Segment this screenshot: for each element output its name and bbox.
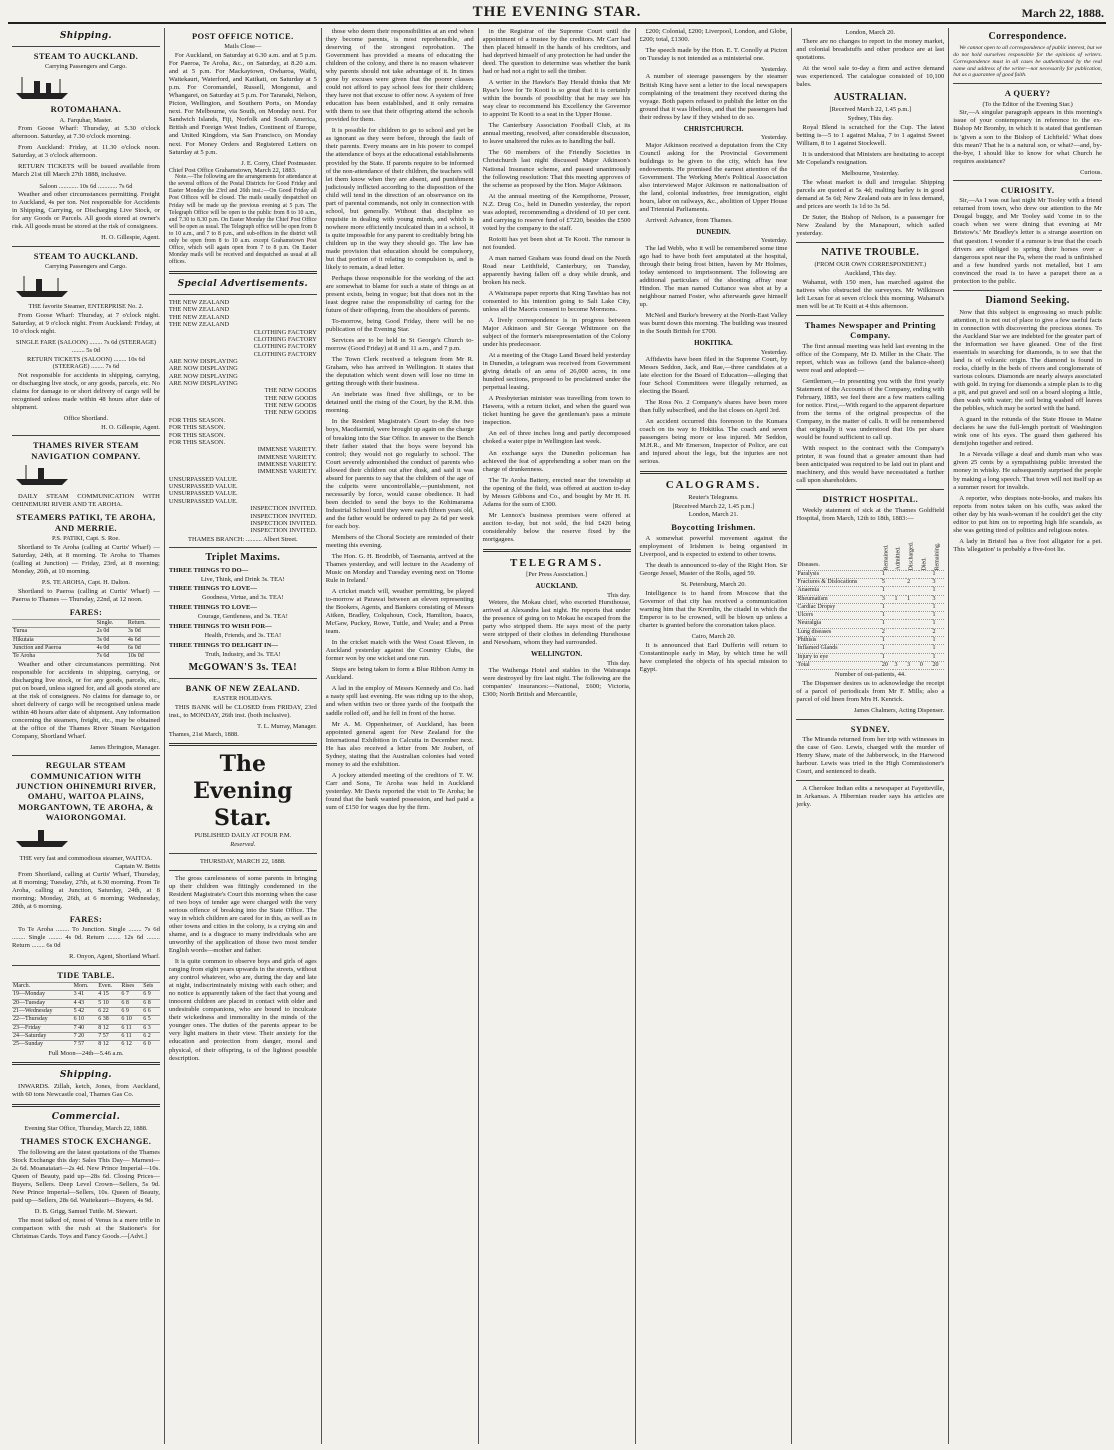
telegram-text: The lad Webb, who it will be remembered some time ago had to have both feet amputated at the hospital, through their being frost bitten, haven by Mr Holmes, today sentenced to imprisonment. The following are additional particulars of the shooting affray near Hindon. The man named Cuttance was shot at by a neighbour named Foster, who afterwards gave himself up.: [639, 244, 788, 308]
manager-signature: James Ebrington, Manager.: [89, 744, 160, 752]
news-item: The Te Aroha Battery, erected near the township at the opening of the field, was offered at auction to-day by Messrs Gibbons and Co., and bought by Mr H. H. Adams for the sum of £300.: [482, 476, 631, 508]
cable-text: A somewhat powerful movement against the employment of Irishmen is being organised in Liverpool, and is expected to extend to other towns.: [639, 534, 788, 558]
special-ads-heading: Special Advertisements.: [177, 279, 309, 290]
sailing-times: From Goose Wharf: Thursday, at 5.30 o'clock afternoon. Saturday, at 7.30 o'clock morning.: [12, 125, 160, 141]
article-para: It is possible for children to go to school and yet be as ignorant as they were before, through the fault of their parents. Every means are in his power to compel the attendance of boys at the educational establishments provided by the State. If parents require to be informed of the non-attendance of their children, the teachers will let them know when they are absent, and punishment judiciously inflicted according to the disposition of the child will tend in the direction of an observance on its part of parental commands, not only in connection with school, but generally. Without that discipline so requisite in dealing with young minds, and which is nowhere more efficiently inculcated than in a school, it is quite impossible for any parent to creditably bring his children up in the way they should go. The law has made provision that education should be compulsory, but that portion of it relating to compulsion is, and is likely to remain, a dead letter.: [325, 127, 474, 271]
fares2-heading: FARES:: [69, 913, 103, 924]
column-4: in the Registrar of the Supreme Court until the appointment of a trustee by the creditors. Mr Carr had then placed himself in the hands of his creditors, and had deprived himself of any protection he had under the deed. The question to determine was whether the bank had or had not a right to sell the timber. A writer in the Hawke's Bay Herald thinks that Mr Ryse's love for Te Kooti is so great that it is certainly within the bounds of possibility that he may see his way clear to recommend his Excellency the Governor to appoint Te Kooti to a seat in the Upper House. The Canterbury Association Football Club, at its annual meeting, resolved, after considerable discussion, to leave unaltered the rules as to handling the ball. The 60 members of the Friendly Societies in Christchurch last night discussed Major Atkinson's National Insurance scheme, and passed unanimously the following resolution: That this meeting approves of the scheme as proposed by the Hon. Major Atkinson. At the annual meeting of the Kempthorne, Prosser, N.Z. Drug Co., held in Dunedin yesterday, the report was adopted, recommending a dividend of 10 per cent. and carrying to reserve fund of £7220, besides the £500 voted by the company to the staff. Rotoiti has yet been shot at Te Kooti. The rumour is not founded. A man named Graham was found dead on the North Road near Leithfield, Canterbury, on Tuesday, apparently having fallen off a dray while drunk, and broken his neck. A Wairarapa paper reports that King Tawhiao has not consented to his intention going to Salt Lake City, unless all the Maoris consent to become Mormons. A lively correspondence is in progress between Major Atkinson and Sir George Whitmore on the subject of the former's misrepresentation of the Colony under his predecessor. At a meeting of the Otago Land Board held yesterday in Dunedin, a telegram was received from Government giving details of an area of 26,000 acres, in one hundred sections, proposed to be proclaimed under the perpetual leasing. A Presbyterian minister was travelling from town to Hawera, with a return ticket, and when the guard was ticket hunting he gave the gentleman's pass a minute inspection. An eel of three inches long and partly decomposed choked a water pipe in Wellington last week. An exchange says the Dunedin policeman has achieved the feat of apprehending a sober man on the charge of drunkenness. The Te Aroha Battery, erected near the township at the opening of the field, was offered at auction to-day by Messrs Gibbons and Co., and bought by Mr H. H. Adams for the sum of £300. Mr Lennox's business premises were offered at auction to-day, but not sold, the bid £420 being considerably below the reserve fixed by the mortgagees. TELEGRAMS. [Per Press Association.] AUCKLAND. This day. Wetere, the Mokau chief, who escorted Hursthouse, arrived at Alexandra last night. He reports that under the presence of going on to Mokau he escaped from the party who stripped them. He says most of the party were stripped of their clothes in defending Hursthouse and Newsham, whom they had surrounded. WELLINGTON. This day. The Waihenga Hotel and stables in the Wairarapa were destroyed by fire last night. The following are the companies' insurances:—National, £600; Victoria, £300; North British and Mercantile,: [479, 28, 636, 1444]
waitoa-captain: Captain W. Bettis: [114, 863, 160, 871]
columns: [8, 28, 1106, 1444]
patiki-heading: P.S. PATIKI, Capt. S. Roe.: [51, 534, 120, 542]
reserved: Reserved.: [230, 841, 256, 849]
exchange-text: The following are the latest quotations of the Thames Stock Exchange this day: Sales This Day— Marnest—2s 6d. Moanataiari—2s 4d. New Prince Imperial—10s. Queen of Beauty, paid up—28s 6d. Closing Prices— Buyers, Sellers. Deep Level Crown—Sellers, 5s 9d. New Prince Imperial—Sellers, 10s. Queen of Beauty, paid up—Sellers, 28s 6d. Waitekauri—Buyers, 4s 9d.: [12, 1148, 160, 1204]
news-item: Rotoiti has yet been shot at Te Kooti. The rumour is not founded.: [482, 235, 631, 251]
enterprise-times: From Goose Wharf: Thursday, at 7 o'clock night. Saturday, at 9 o'clock night. From Auckland: Friday, at 10 o'clock night.: [12, 311, 160, 335]
news-text: Gentlemen,—In presenting you with the first yearly Statement of the Accounts of the Company, ending with February, 1883, we feel there are a few matters calling for notice. First,—With regard to the apparent departure from the terms of the original prospectus of the Company, in the matter of calls. It will be remembered that originally it was understood that 10s per share would be found sufficient to call up.: [796, 377, 945, 441]
psaroha-times: Shortland to Paeroa (calling at Curtis' Wharf) — Paeroa to Thames — Thursday, 22nd, at 12 noon.: [12, 587, 160, 603]
news-item: A man named Graham was found dead on the North Road near Leithfield, Canterbury, on Tuesday, apparently having fallen off a dray while drunk, and broken his neck.: [482, 254, 631, 286]
return-fare: RETURN TICKETS (SALOON) ........ 10s 6d (STEERAGE) ........ 7s 6d: [26, 355, 145, 371]
post-text: For Auckland, on Saturday at 6.30 a.m. and at 5 p.m. For Paeroa, Te Aroha, &c., on Saturday, at 8.20 a.m. and at 5 p.m. For Mackaytown, Owharoa, Waihi, Waitekauri, Waterford, and Katikati, on Saturday at 5 p.m. For Coromandel, Russell, Mongonui, and Whangarei, on Saturday at 5 p.m. For Taranaki, Nelson, Picton, Wellington, and Southern Ports, on Monday next. For Melbourne, via South, on Monday next. For Sandwich Islands, Fiji, Norfolk and South America, British and Foreign West Indies, Continent of Europe, and United Kingdom, via San Francisco, on Monday next. For Money Orders and Registered Letters on Saturday at 5 p.m.: [168, 52, 317, 156]
cable-text: It is announced that Earl Dufferin will return to Constantinople early in May, by which time he will have completed the objects of his special mission to Egypt.: [639, 641, 788, 673]
calograms-heading: CALOGRAMS.: [665, 479, 762, 492]
tide-table-heading: TIDE TABLE.: [57, 969, 115, 980]
cable-text: Dr Suter, the Bishop of Nelson, is a passenger for New Zealand by the Manapouri, which sailed yesterday.: [796, 213, 945, 237]
dispenser-ack: The Dispenser desires us to acknowledge the receipt of a parcel of periodicals from Mr F. Mills; also a parcel of old linen from Mrs H. Kenrick.: [796, 680, 945, 704]
dateline-auckland: Auckland, This day.: [844, 270, 896, 277]
dateline-hokitika: HOKITIKA.: [694, 339, 733, 348]
enterprise-ad: THE favorite Steamer, ENTERPRISE No. 2.: [28, 303, 144, 310]
post-place: Chief Post Office Grahamstown, March 22, 1883.: [168, 166, 297, 174]
news-item: Mr A. M. Oppenheimer, of Auckland, has been appointed general agent for New Zealand for the International Exhibition in Calcutta in December next. He has also received a letter from Mr Joubert, of Sydney, stating that the Australian colonies had voted money to aid the exhibition.: [325, 720, 474, 768]
fares2-agent: R. Onyon, Agent, Shortland Wharf.: [69, 953, 160, 961]
letter-text: Sir,—As I was out last night Mr Tooley with a friend returned from town, who drew our attention to the Mr Dougal buggy, and Mr Tooley said 'come in to the coach when we were dining that evening at Mr Bristow's.' Mr Bradley's letter is a strange assertion on that question. I wonder if a rumour is true that the coach drivers are obliged to spring their horses over a dangerous spot near the Pa, where the road is unfinished and a few hundred yards not metalled, but I am convinced the road is to have a parapet there as a protection to the public.: [953, 197, 1102, 285]
cable-text: Intelligence is to hand from Moscow that the Governor of that city has received a communication warning him that the Kremlin, the citadel in which the Emperor is to be crowned, will be blown up unless a charter is granted before the coronation takes place.: [639, 589, 788, 629]
column-5: £200; Colonial, £200; Liverpool, London, and Globe, £200; total, £1300. The speech made by the Hon. E. T. Conolly at Picton on Tuesday is not intended as a ministerial one. Yesterday. A number of steerage passengers by the steamer British King have sent a letter to the local newspapers complaining of the treatment they received during the voyage. Both papers refused to publish the letter on the ground that it was libellous, and that the passengers had their redress by law if they wished to do so. CHRISTCHURCH. Yesterday. Major Atkinson received a deputation from the City Council asking for the Provincial Government buildings to be given to the city, which has few endowments. He promised the earnest attention of the Government. The Working Men's Political Association also interviewed Major Atkinson re nationalisation of the land, colonial industries, free immigration, eight hours, labor on railways, &c., abolition of Upper House and Triennial Parliaments. Arrived: Advance, from Thames. DUNEDIN. Yesterday. The lad Webb, who it will be remembered some time ago had to have both feet amputated at the hospital, through their being frost bitten, haven by Mr Holmes, today sentenced to imprisonment. The following are additional particulars of the shooting affray near Hindon. The man named Cuttance was shot at by a neighbour named Foster, who afterwards gave himself up. McNeil and Burke's brewery at the North-East Valley was burnt down this morning. The building was insured in the South British for £700. HOKITIKA. Yesterday. Affidavits have been filed in the Supreme Court, by Messrs Seddon, Jack, and Rae,—three candidates at a late election for the Board of Education—alleging that four School Committees were illegally returned, as electing the Board. The Ross No. 2 Company's shares have been more than fully subscribed, and the list closes on April 3rd. An accident occurred this forenoon to the Kumara coach on its way to Hokitika. The coach and seven passengers being more or less injured. Mr Seddon, M.H.R., and Mr Emerson, Inspector of Police, are cut and injured about the legs, but the injuries are not serious. CALOGRAMS. Reuter's Telegrams. [Received March 22, 1.45 p.m.] London, March 21. Boycotting Irishmen. A somewhat powerful movement against the employment of Irishmen is being organised in Liverpool, and is expected to extend to other towns. The death is announced to-day of the Right Hon. Sir George Jessel, Master of the Rolls, aged 59. St. Petersburg, March 20. Intelligence is to hand from Moscow that the Governor of that city has received a communication warning him that the Kremlin, the citadel in which the Emperor is to be crowned, will be blown up unless a charter is granted before the coronation takes place. Cairo, March 20. It is announced that Earl Dufferin will return to Constantinople early in May, by which time he will have completed the objects of his special mission to Egypt.: [636, 28, 793, 1444]
news-item: Mr Lennox's business premises were offered at auction to-day, but not sold, the bid £420 being considerably below the reserve fixed by the mortgagees.: [482, 511, 631, 543]
cable-text: It is understood that Ministers are hesitating to accept Mr Copeland's resignation.: [796, 150, 945, 166]
cable-text: Royal Blend is scratched for the Cup. The latest betting is—5 to 1 against Malua, 7 to 1 against Sweet William, 8 to 1 against Stockwell.: [796, 123, 945, 147]
clothing-factory-ad: THE NEW ZEALAND THE NEW ZEALAND THE NEW ZEALAND THE NEW ZEALAND: [168, 299, 230, 329]
inwards: INWARDS. Zillah, ketch, Jones, from Auckland, with 60 tons Newcastle coal, Thames Gas Co.: [12, 1083, 160, 1099]
news-text: The Miranda returned from her trip with witnesses in the case of Geo. Lewis, charged with the murder of Henry Shaw, mate of the Jabberwock, in the Harwood harbour. Lewis was tried in the High Commissioner's Court, and sentenced to death.: [796, 735, 945, 776]
return-tickets: RETURN TICKETS will be issued available from March 21st till March 27th 1888, inclusive.: [12, 163, 160, 179]
single-fare: SINGLE FARE (SALOON) ........ 7s 6d (STEERAGE) ........ 5s 0d: [15, 338, 156, 354]
carrying-line-2: Carrying Passengers and Cargo.: [44, 263, 127, 271]
telegram-text: The speech made by the Hon. E. T. Conolly at Picton on Tuesday is not intended as a ministerial one.: [639, 47, 788, 63]
stock-dateline: Evening Star Office, Thursday, March 22, 1888.: [24, 1125, 148, 1133]
steamship-icon: [12, 73, 160, 101]
dateline-melbourne: Melbourne, Yesterday.: [841, 169, 900, 177]
dateline-auckland: AUCKLAND.: [535, 582, 578, 591]
news-text: With respect to the contract with the Company's printer, it was found that a greater amount than had been anticipated was required to be laid out in plant and machinery, and this would have necessitated a further call upon shareholders.: [796, 445, 945, 485]
full-moon: Full Moon—24th—5.46 a.m.: [48, 1049, 124, 1057]
waitoa-ad: THE very fast and commodious steamer, WAITOA.: [19, 854, 153, 862]
received-line: [Received March 22, 1.45 p.m.]: [672, 502, 755, 510]
column-6: [792, 28, 949, 1444]
regular-steam-heading: REGULAR STEAM COMMUNICATION WITH JUNCTION OHINEMURI RIVER, OMAHU, WAITOA PLAINS, MORGANTOWN, TE AROHA, & WAIORONGOMAI.: [15, 760, 156, 823]
article-para: those who deem their responsibilities at an end when they become parents, is most reprehensible, and deserving of the strongest reprobation. The Government has provided a means of educating the children of the colony, and there is no reason whatever why parents should not take advantage of it. In times gone by excuses were given that the poorer classes could not afford to pay school fees for their children; they have not that excuse to offer now. A system of free education has been established, and it only remains with them to see that their offspring attend the schools provided for them.: [325, 28, 474, 124]
dateline-wellington: WELLINGTON.: [531, 650, 583, 659]
article-text: A lady in Bristol has a five foot alligator for a pet. This 'allegation' is probably a five-foot lie.: [953, 537, 1102, 553]
steam-auckland-heading: STEAM TO AUCKLAND.: [33, 50, 139, 61]
sailing-times-auckland: From Auckland: Friday, at 11.30 o'clock noon. Saturday, at 3 o'clock afternoon.: [12, 144, 160, 160]
news-text: The first annual meeting was held last evening in the office of the Company, Mr D. Miller in the Chair. The report, which was as follows (and the balance-sheet) were read and adopted:—: [796, 342, 945, 374]
news-item: At a meeting of the Otago Land Board held yesterday in Dunedin, a telegram was received from Government giving details of an area of 26,000 acres, in one hundred sections, proposed to be proclaimed under the perpetual leasing.: [482, 352, 631, 392]
steamship-icon: [12, 463, 160, 491]
fares-heading: FARES:: [69, 606, 103, 617]
news-item: Members of the Choral Society are reminded of their meeting this evening.: [325, 533, 474, 549]
out-patients: Number of out-patients, 44.: [834, 671, 906, 679]
cable-text: The wheat market is dull and irregular. Shipping parcels are quoted at 5s 4d; malting barley is in good demand at 5s 6d; New Zealand oats are in less demand, and prices are worth 1s 1d to 3s 5d.: [796, 178, 945, 210]
thames-river-heading: THAMES RIVER STEAM NAVIGATION COMPANY.: [31, 440, 141, 461]
correspondent-line: (FROM OUR OWN CORRESPONDENT.): [814, 261, 927, 269]
steamship-icon: [12, 825, 160, 853]
news-item: Steps are being taken to form a Blue Ribbon Army in Auckland.: [325, 666, 474, 682]
letter-signature: Curious.: [1080, 168, 1102, 176]
article-para: Perhaps those responsible for the working of the act are somewhat to blame for such a state of things as at present exists, being in vogue; but that does not in the least degree raise the responsibility of caring for the future of their offspring, from the shoulders of parents.: [325, 274, 474, 315]
responsibility-notice: Not responsible for accidents in shipping, carrying, or discharging live stock, or any goods, parcels, etc. No claims for damage to or short delivery of cargo will be recognised unless made within 48 hours after date of shipment.: [12, 372, 160, 412]
dispenser-signature: James Chalmers, Acting Dispenser.: [853, 707, 945, 715]
news-item: A writer in the Hawke's Bay Herald thinks that Mr Ryse's love for Te Kooti is so great that it is certainly within the bounds of possibility that he may see his way clear to recommend his Excellency the Governor to appoint Te Kooti to a seat in the Upper House.: [482, 79, 631, 119]
dateline-christchurch: CHRISTCHURCH.: [683, 124, 744, 133]
postmaster: J. E. Corry, Chief Postmaster.: [241, 159, 317, 167]
steam-auckland-heading-2: STEAM TO AUCKLAND.: [33, 250, 139, 261]
masthead: [8, 6, 1106, 24]
news-item: A cricket match will, weather permitting, be played to-morrow at Parawai between an eleven representing the Bookers, Agents, and Bankers consisting of Messrs Aitken, Bradley, Colquhoun, Cock, Hamilton, Isaacs, McGaw, Puckey, Rowe, Tuttle, and Veale; and a Press team.: [325, 588, 474, 636]
news-item: A jockey attended meeting of the creditors of T. W. Carr and Sons, Te Aroha was held in Auckland yesterday. Mr Davis reported the visit to Te Aroha; he found that the bank wanted possession, and had paid a sum of £150 for wages due by the firm.: [325, 771, 474, 811]
cable-text: The death is announced to-day of the Right Hon. Sir George Jessel, Master of the Rolls, aged 59.: [639, 561, 788, 577]
news-item: A lively correspondence is in progress between Major Atkinson and Sir George Whitmore on the subject of the former's misrepresentation of the Colony under his predecessor.: [482, 317, 631, 349]
cable-text: At the wool sale to-day a firm and active demand was experienced. The catalogue consisted of 10,100 bales.: [796, 64, 945, 88]
curiosity-heading: CURIOSITY.: [1000, 185, 1055, 195]
telegrams-heading: TELEGRAMS.: [510, 556, 604, 569]
masthead-title: THE EVENING STAR.: [472, 4, 642, 20]
australian-heading: AUSTRALIAN.: [833, 92, 907, 103]
to-editor: (To the Editor of the Evening Star.): [982, 100, 1073, 108]
press-association: [Per Press Association.]: [526, 571, 587, 579]
bank-heading: BANK OF NEW ZEALAND.: [185, 682, 300, 693]
daily-communication: DAILY STEAM COMMUNICATION WITH OHINEMURI RIVER AND TE AROHA.: [12, 493, 160, 509]
telegram-text: The Ross No. 2 Company's shares have been more than fully subscribed, and the list closes on April 3rd.: [639, 399, 788, 415]
ship-name-rotomahana: ROTOMAHANA.: [50, 104, 122, 115]
news-item: An inebriate was fined five shillings, or to be detained until the rising of the Court, by the R.M. this morning.: [325, 391, 474, 415]
column-7: [949, 28, 1106, 1444]
masthead-date: March 22, 1888.: [1021, 6, 1104, 20]
bank-date: Thames, 21st March, 1888.: [168, 730, 239, 738]
news-item: An eel of three inches long and partly decomposed choked a water pipe in Wellington last week.: [482, 430, 631, 446]
telegram-text: Arrived: Advance, from Thames.: [645, 216, 733, 224]
column-2: POST OFFICE NOTICE. Mails Close— For Auckland, on Saturday at 6.30 a.m. and at 5 p.m. For Paeroa, Te Aroha, &c., on Saturday, at 8.20 a.m. and at 5 p.m. For Mackaytown, Owharoa, Waihi, Waitekauri, Waterford, and Katikati, on Saturday at 5 p.m. For Coromandel, Russell, Mongonui, and Whangarei, on Saturday at 5 p.m. For Taranaki, Nelson, Picton, Wellington, and Southern Ports, on Monday next. For Melbourne, via South, on Monday next. For Sandwich Islands, Fiji, Norfolk and South America, British and Foreign West Indies, Continent of Europe, and United Kingdom, via San Francisco, on Monday next. For Money Orders and Registered Letters on Saturday at 5 p.m. J. E. Corry, Chief Postmaster. Chief Post Office Grahamstown, March 22, 1883. Note.—The following are the arrangements for attendance at the several offices of the Postal Districts for Good Friday and Easter Monday the 23rd and 26th inst.:—On Good Friday all Post Offices will be closed. The mails usually despatched on Friday will be made up the previous evening at 5 p.m. The Telegraph Office will be open to the public from 8 to 10 a.m., and 7.30 to 8.30 p.m. On Easter Monday the Chief Post Office will be open as usual. The Telegraph office will be open from 8 to 10 a.m., and 7 to 8 p.m., and sub-offices in the district will only be open from 8 to 10 a.m. except Grahamstown Post Office, which will again open from 7 to 8 p.m. On Easter Monday mails will be received and despatched as usual at all offices. Special Advertisements. THE NEW ZEALAND THE NEW ZEALAND THE NEW ZEALAND THE NEW ZEALAND CLOTHING FACTORY CLOTHING FACTORY CLOTHING FACTORY CLOTHING FACTORY ARE NOW DISPLAYING ARE NOW DISPLAYING ARE NOW DISPLAYING ARE NOW DISPLAYING THE NEW GOODS THE NEW GOODS THE NEW GOODS THE NEW GOODS FOR THIS SEASON. FOR THIS SEASON. FOR THIS SEASON. FOR THIS SEASON. IMMENSE VARIETY. IMMENSE VARIETY. IMMENSE VARIETY. IMMENSE VARIETY. UNSURPASSED VALUE. UNSURPASSED VALUE. UNSURPASSED VALUE. UNSURPASSED VALUE. INSPECTION INVITED. INSPECTION INVITED. INSPECTION INVITED. INSPECTION INVITED. THAMES BRANCH: .......... Albert Street. Triplet Maxims. THREE THINGS TO DO— Live, Think, and Drink 3s. TEA! THREE THINGS TO LOVE— Goodness, Virtue, and 3s. TEA! THREE THINGS TO LOVE— Courage, Gentleness, and 3s. TEA! THREE THINGS TO WISH FOR— Health, Friends, and 3s. TEA! THREE THINGS TO DELIGHT IN— Truth, Industry, and 3s. TEA! McGOWAN'S 3s. TEA! BANK OF NEW ZEALAND. EASTER HOLIDAYS. THIS BANK will be CLOSED from FRIDAY, 23rd inst., to MONDAY, 26th inst. (both inclusive). T. L. Murray, Manager. Thames, 21st March, 1888. The Evening Star. PUBLISHED DAILY AT FOUR P.M. Reserved. THURSDAY, MARCH 22, 1888. The gross carelessness of some parents in bringing up their children was fittingly condemned in the Resident Magistrate's Court this morning when the case of two boys of tender age were charged with the very serious offence of breaking into the State Office. The way in which children are cared for in this, as well as in other towns and cities in the colony, is a crying sin and shame, and is a disgrace to many individuals who are unworthy of the application of those two most tender English words—mother and father. It is quite common to observe boys and girls of ages ranging from eight years upwards in the streets, without any control whatever, who are, during the day and late at night, indiscriminately mixing with each other; and no notice is apparently taken of the fact that young and innocent children are placed in contact with older and undesirable companions, who are bound to inculcate their wickedness and immorality in the minds of the younger ones. The duties of the parents appear to be very light matters in their view. Their anxiety for the education and protection from danger, moral and physical, of their offspring, is of the lightest possible description.: [165, 28, 322, 1444]
tide-table: March. Morn. Even. Rises Sets 19—Monday 3 41 4 15 6 7 6 9 20—Tuesday 4 43 5 10 6 8 6 8 21—Wednesday 5 42 6 22 6 9 6 6 22—Thursday 6 10 6 38 6 10 6 5 23—Friday 7 40 8 12 6 11 6 3 24—Saturday 7 20 7 57 6 11 6 2 25—Sunday 7 57 8 12 6 12 6 0: [12, 982, 160, 1049]
maxims-list: THREE THINGS TO DO— Live, Think, and Drink 3s. TEA! THREE THINGS TO LOVE— Goodness, Virtue, and 3s. TEA! THREE THINGS TO LOVE— Courage, Gentleness, and 3s. TEA! THREE THINGS TO WISH FOR— Health, Friends, and 3s. TEA! THREE THINGS TO DELIGHT IN— Truth, Industry, and 3s. TEA!: [168, 566, 288, 658]
shipping-heading: Shipping.: [59, 31, 112, 41]
district-hospital-heading: DISTRICT HOSPITAL.: [822, 494, 919, 505]
bank-manager: T. L. Murray, Manager.: [257, 723, 317, 731]
dateline-london: London, March 20.: [845, 29, 895, 36]
thames-newspaper-heading: Thames Newspaper and Printing Company.: [804, 319, 936, 341]
post-office-heading: POST OFFICE NOTICE.: [191, 31, 294, 41]
fares-table: Single. Return. Turua 2s 0d 3s 0d Hikutaia 3s 0d 4s 6d Junction and Paeroa 4s 0d 6s 0d Te Aroha 7s 6d 10s 0d: [12, 619, 160, 661]
news-text: A Cherokee Indian edits a newspaper at Fayetteville, in Arkansas. A Hibernian reader says his articles are jerky.: [796, 785, 945, 809]
dateline-cairo: Cairo, March 20.: [691, 632, 736, 640]
news-item: A Wairarapa paper reports that King Tawhiao has not consented to his intention going to Salt Lake City, unless all the Maoris consent to become Mormons.: [482, 289, 631, 313]
carrying-line: Carrying Passengers and Cargo.: [44, 63, 127, 71]
news-item: The Hon. G. H. Brodribb, of Tasmania, arrived at the Thames yesterday, and will lecture in the Academy of Music on Monday and Tuesday evening next on 'Home Rule in Ireland.': [325, 552, 474, 585]
telegram-text: A number of steerage passengers by the steamer British King have sent a letter to the local newspapers complaining of the treatment they received during the voyage. Both papers refused to publish the letter on the ground that it was libellous, and that the passengers had their redress by law if they wished to do so.: [639, 73, 788, 121]
waitoa-times: From Shortland, calling at Curtis' Wharf, Thursday, at 8 morning; Tuesday, 27th, at 6.30 morning. From Te Aroha, calling at Junction, Saturday, 24th, at 8 morning; Monday, 26th, at 6 morning; Wednesday, 28th, at 6 morning.: [12, 870, 160, 910]
dateline-dunedin: DUNEDIN.: [696, 227, 731, 236]
office-line: Office Shortland.: [63, 415, 109, 423]
easter-heading: EASTER HOLIDAYS.: [213, 695, 273, 703]
reuters-line: Reuter's Telegrams.: [688, 493, 739, 501]
news-item: The 60 members of the Friendly Societies in Christchurch last night discussed Major Atkinson's National Insurance scheme, and passed unanimously the following resolution: That this meeting approves of the scheme as proposed by the Hon. Major Atkinson.: [482, 149, 631, 189]
news-item: The Town Clerk received a telegram from Mr R. Graham, who has arrived in Wellington. It states that the deputation which went down will lose no time in getting through with their business.: [325, 356, 474, 388]
native-trouble-heading: NATIVE TROUBLE.: [821, 247, 920, 258]
post-note: Note.—The following are the arrangements for attendance at the several offices of the Postal Districts for Good Friday and Easter Monday the 23rd and 26th inst.:—On Good Friday all Post Offices will be closed. The mails usually despatched on Friday will be made up the previous evening at 5 p.m. The Telegraph Office will be open to the public from 8 to 10 a.m., and 7.30 to 8.30 p.m. On Easter Monday the Chief Post Office will be open as usual. The Telegraph office will be open from 8 to 10 a.m., and 7 to 8 p.m., and sub-offices in the district will only be open from 8 to 10 a.m. except Grahamstown Post Office, which will again open from 7 to 8 p.m. On Easter Monday mails will be received and despatched as usual at all offices.: [168, 174, 317, 266]
ship-master: A. Farquhar, Master.: [59, 116, 113, 124]
article-text: A reporter, who despises note-books, and makes his reports from notes taken on his cuffs, was asked the other day by his wash-woman if he couldn't get the city editor to put him on to reporting high life scandals, as she was getting tired of politics and religious notes.: [953, 494, 1102, 534]
fares2-text: To Te Aroha ........ To Junction. Single ........ 7s 6d ........ Single ........ 4s 0d. Return ........ 12s 6d ........ Return ........ 6s 0d: [12, 926, 160, 950]
letter-text: Sir,—A singular paragraph appears in this morning's issue of your contemporary in reference to the ex-Bishop Mr Bromby, in which it is stated that gentleman is 'given a son to the Bishop of Lichfield.' What does this mean? That he is a natural son, or what?—and, by-the-bye, I should like to know for what Church he requires assistance?: [953, 109, 1102, 165]
dateline-sydney: Sydney, This day.: [847, 115, 893, 122]
column-1: [8, 28, 165, 1444]
news-item: To-morrow, being Good Friday, there will be no publication of the Evening Star.: [325, 318, 474, 334]
news-item: in the Registrar of the Supreme Court until the appointment of a trustee by the creditors. Mr Carr had then placed himself in the hands of his creditors, and had deprived himself of any protection he had under the deed. The question to determine was whether the bank had or had not a right to sell the timber.: [482, 28, 631, 76]
news-item: Services are to be held in St George's Church to-morrow (Good Friday) at 8 and 11 a.m., and 7 p.m.: [325, 337, 474, 353]
boycotting-heading: Boycotting Irishmen.: [671, 522, 756, 533]
telegram-text: Major Atkinson received a deputation from the City Council asking for the Provincial Government buildings to be given to the city, which has few endowments. He promised the earnest attention of the Government. The Working Men's Political Association also interviewed Major Atkinson re nationalisation of the land, colonial industries, free immigration, eight hours, labor on railways, &c., abolition of Upper House and Triennial Parliaments.: [639, 141, 788, 213]
lead-para-2: It is quite common to observe boys and girls of ages ranging from eight years upwards in the streets, without any control whatever, who are, during the day and late at night, indiscriminately mixing with each other; and no notice is apparently taken of the fact that young and innocent children are placed in contact with older and undesirable companions, who are bound to inculcate their wickedness and immorality in the minds of the younger ones. The duties of the parents appear to be very light matters in their view. Their anxiety for the education and protection from danger, moral and physical, of their offspring, is of the lightest possible description.: [168, 958, 317, 1062]
mails-close: Mails Close—: [224, 43, 262, 51]
bank-text: THIS BANK will be CLOSED from FRIDAY, 23rd inst., to MONDAY, 26th inst. (both inclusive).: [168, 704, 317, 720]
correspondence-heading: Correspondence.: [988, 31, 1067, 42]
news-item: In the Resident Magistrate's Court to-day the two boys, Macdiarmid, were brought up again on the charge of breaking into the Star Office. In answer to the Bench their father stated that the boys were beyond his control; they would not go regularly to school. The Court severely admonished the conduct of parents who allowed their children out after dusk, and said it was absurd for parents to say that the children of the age of the culprits were uncontrollable,—punishment, not necessarily by force, would cause obedience. It had been decided to send the boys to the Kohimarama Industrial School until they were each fifteen years old, and the father would be ordered to pay 2s 6d per week for each boy.: [325, 418, 474, 530]
saloon-fare: Saloon ............ 10s 6d ............ 7s 6d: [39, 182, 133, 190]
news-item: The Canterbury Association Football Club, at its annual meeting, resolved, after considerable discussion, to leave unaltered the rules as to handling the ball.: [482, 122, 631, 146]
patiki-times: Shortland to Te Aroha (calling at Curtis' Wharf) — Saturday, 24th, at 8 morning. Te Aroha to Thames (calling at Junction) — Friday, 23rd, at 8 morning; Monday, 26th, at 10 morning.: [12, 543, 160, 575]
article-text: Now that this subject is engrossing so much public attention, it is not out of place to give a few useful facts in connection with discovering the precious stones. To the Auckland Star we are indebted for the greater part of the information we have gleaned. One of the first essentials in searching for diamonds, is to see that the land is of volcanic origin. The diamond is found in rocks, chiefly in the beds of rivers and conglomerate of various colours. Diamonds are nearly always associated with gold. In trying for diamonds a simple plan is to dig a pit, and put gravel and soil on a board sloping a little, then wash with water; the soil being washed off leaves the pebbles, which may be sorted with the hand.: [953, 308, 1102, 413]
closing-ad: The most talked of, most of Venus is a mere trifle in comparison with the rush at the Stationer's for Christmas Cards. Toys and Fancy Goods.—[Advt.]: [12, 1216, 160, 1240]
dateline-london: London, March 21.: [688, 511, 739, 519]
cable-text: There are no changes to report in the money market, and colonial breadstuffs and other produce are at last quotations.: [796, 37, 945, 61]
article-text: In a Nevada village a deaf and dumb man who was given 25 cents by a sympathising public invested the money in whisky. He subsequently surprised the people by making a long speech. That town will not itself up as a summer resort for invalids.: [953, 451, 1102, 491]
query-heading: A QUERY?: [1004, 88, 1051, 99]
weather-notice: Weather and other circumstances permitting. Freight to Auckland, 4s per ton. Not responsible for Accidents in Shipping, Carrying, or Discharging Live Stock, or for any Goods or Parcels. All goods stored at owner's risk. All goods must be stored at the risk of consignees.: [12, 191, 160, 231]
sydney-heading: SYDNEY.: [850, 723, 890, 734]
mcgowan-tea: McGOWAN'S 3s. TEA!: [188, 661, 298, 673]
brokers: D. B. Grigg, Samuel Tuttle. M. Stewart.: [34, 1207, 138, 1215]
paper-title: The Evening Star.: [193, 750, 293, 831]
fares-note: Weather and other circumstances permitting. Not responsible for accidents in shipping, carrying, or discharging live stock, or for any goods, parcels, etc., put on board, unless signed for, and all goods stored are at the risk of consignees. No claims for damage to, or short delivery of cargo will be recognised unless made within 48 hours after date of shipment. Any information concerning the steamers, freight, etc., may be obtained at the office of the Thames River Steam Navigation Company, Shortland Wharf.: [12, 660, 160, 740]
received-line: [Received March 22, 1.45 p.m.]: [829, 106, 912, 114]
article-text: A guard in the rotunda of the State House in Maine declares he saw the full-length portrait of Washington wink one of his eyes. The guard then gathered his demijohn together and retired.: [953, 416, 1102, 448]
telegram-text: £200; Colonial, £200; Liverpool, London, and Globe, £200; total, £1300.: [639, 28, 788, 44]
steamship-icon: [12, 273, 160, 301]
news-item: An exchange says the Dunedin policeman has achieved the feat of apprehending a sober man on the charge of drunkenness.: [482, 449, 631, 473]
telegram-text: Affidavits have been filed in the Supreme Court, by Messrs Seddon, Jack, and Rae,—three candidates at a late election for the Board of Education—alleging that four School Committees were illegally returned, as electing the Board.: [639, 356, 788, 396]
agent-signature-2: H. O. Gillespie, Agent.: [101, 424, 160, 432]
news-item: A Presbyterian minister was travelling from town to Hawera, with a return ticket, and when the guard was ticket hunting he gave the gentleman's pass a minute inspection.: [482, 395, 631, 427]
telegram-text: McNeil and Burke's brewery at the North-East Valley was burnt down this morning. The building was insured in the South British for £700.: [639, 312, 788, 336]
psaroha-heading: P.S. TE AROHA, Capt. H. Dalton.: [41, 578, 130, 586]
news-item: In the cricket match with the West Coast Eleven, in Auckland yesterday against the Country Clubs, the former won by one wicket and one run.: [325, 639, 474, 663]
column-3: [322, 28, 479, 1444]
lead-para-1: The gross carelessness of some parents in bringing up their children was fittingly condemned in the Resident Magistrate's Court this morning when the case of two boys of tender age were charged with the very serious offence of breaking into the State Office. The way in which children are cared for in this, as well as in other towns and cities in the colony, is a crying sin and shame, and is a disgrace to many individuals who are unworthy of the application of those two most tender English words—mother and father.: [168, 874, 317, 955]
agent-signature: H. O. Gillespie, Agent.: [101, 234, 160, 242]
news-item: A lad in the employ of Messrs Kennedy and Co. had a nasty spill last evening. He was riding up to the shop, and when within two or three yards of the footpath the saddle rolled off, and he fell in front of the horse.: [325, 685, 474, 717]
dateline-stpetersburg: St. Petersburg, March 20.: [680, 580, 747, 588]
hospital-table: Diseases. Remained. Admitted. Discharged. Died. Remaining. Paralysis 1 1 Fractures & Dislocations 5 2 3 Anaemia 1 1 Rheumatism 3 1 1 3 Cardiac Dropsy 1 1 Ulcers 1 1 Neuralgia 1 1 Lung diseases 2 2 Phthisis 1 1 Inflamed Glands 1 1 Injury to eye 1 1 Total 20 3 3 0 20: [796, 526, 944, 671]
thames-branch: THAMES BRANCH: .......... Albert Street.: [188, 535, 298, 543]
shipping2-heading: Shipping.: [59, 1070, 112, 1081]
news-text: Wahanui, with 150 men, has marched against the natives who obstructed the surveyors. Mr Wilkinson left Lexan for at seven o'clock this morning. Wahanui's men will be at Te Kuiti at 4 this afternoon.: [796, 278, 945, 310]
news-item: At the annual meeting of the Kempthorne, Prosser, N.Z. Drug Co., held in Dunedin yesterday, the report was adopted, recommending a dividend of 10 per cent. and carrying to reserve fund of £7220, besides the £500 voted by the company to the staff.: [482, 192, 631, 232]
steamers-heading: STEAMERS PATIKI, TE AROHA, AND MERRIE.: [16, 512, 156, 533]
telegram-text: Wetere, the Mokau chief, who escorted Hursthouse, arrived at Alexandra last night. He reports that under the presence of going on to Mokau he escaped from the party who stripped them. He says most of the party were stripped of their clothes in defending Hursthouse and Newsham, whom they had surrounded.: [482, 598, 631, 647]
hospital-subtitle: Weekly statement of sick at the Thames Goldfield Hospital, from March, 12th to 18th, 1883:—: [796, 506, 945, 522]
exchange-heading: THAMES STOCK EXCHANGE.: [20, 1136, 152, 1147]
telegram-text: The Waihenga Hotel and stables in the Wairarapa were destroyed by fire last night. The following are the companies' insurances:—National, £600; Victoria, £300; North British and Mercantile,: [482, 667, 631, 699]
diamond-seeking-heading: Diamond Seeking.: [985, 294, 1070, 306]
correspondence-note: We cannot open to all correspondence of public interest, but we do not hold ourselves responsible for the opinions of writers. Correspondence must in all cases be authenticated by the real name and address of the writer—not necessarily for publication, but as a guarantee of good faith.: [953, 45, 1102, 79]
issue-date: THURSDAY, MARCH 22, 1888.: [200, 858, 286, 866]
published-line: PUBLISHED DAILY AT FOUR P.M.: [194, 832, 292, 840]
commercial-heading: Commercial.: [51, 1112, 121, 1123]
triplet-maxims-heading: Triplet Maxims.: [205, 552, 281, 564]
telegram-text: An accident occurred this forenoon to the Kumara coach on its way to Hokitika. The coach and seven passengers being more or less injured. Mr Seddon, M.H.R., and Mr Emerson, Inspector of Police, are cut and injured about the legs, but the injuries are not serious.: [639, 418, 788, 466]
